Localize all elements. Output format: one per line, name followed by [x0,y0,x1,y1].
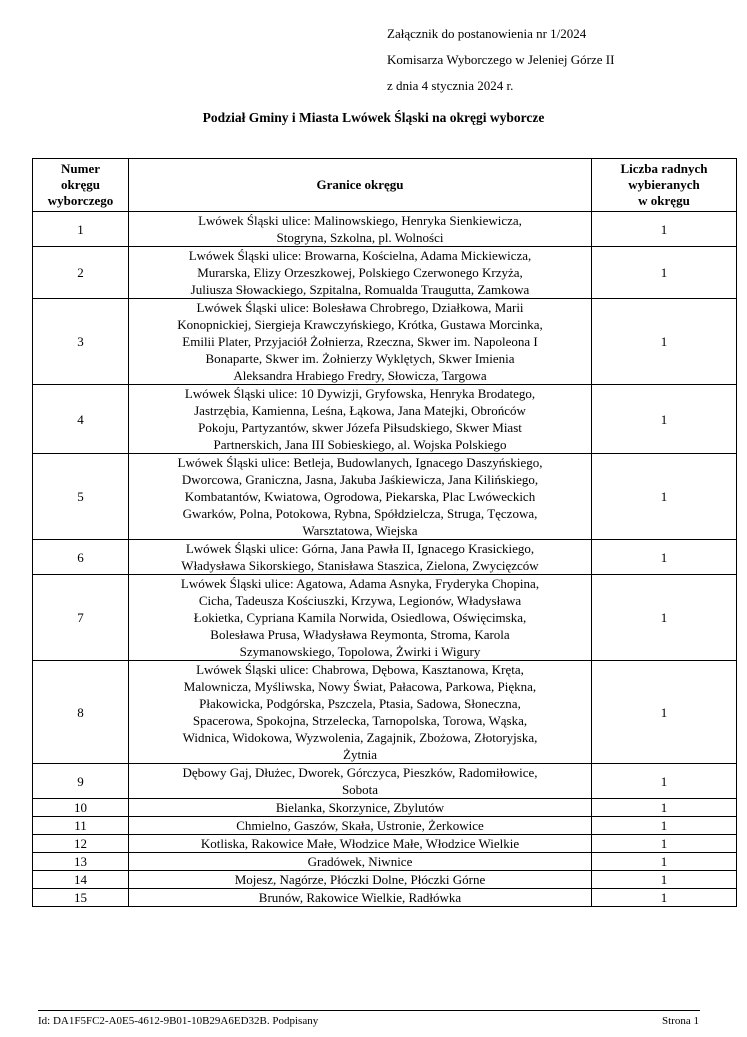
table-row [33,385,737,454]
table-row [33,817,737,835]
footer-divider [38,1010,700,1011]
table-row [33,661,737,764]
district-seats: 1 [592,575,737,661]
district-borders-line: Kotliska, Rakowice Małe, Włodzice Małe, Włodzice Wielkie [200,836,520,851]
district-seats: 1 [592,212,737,247]
district-borders-line: Mojesz, Nagórze, Płóczki Dolne, Płóczki Górne [234,872,486,887]
header-councillors-line: wybieranych [628,177,700,192]
district-number: 13 [33,853,129,871]
district-seats: 1 [592,247,737,299]
table-row [33,575,737,661]
district-borders [129,871,592,889]
date-line: z dnia 4 stycznia 2024 r. [387,78,514,93]
document-id: Id: DA1F5FC2-A0E5-4612-9B01-10B29A6ED32B. Podpisany [38,1015,319,1027]
district-borders-line: Brunów, Rakowice Wielkie, Radłówka [258,890,462,905]
district-number: 4 [33,385,129,454]
district-number: 3 [33,299,129,385]
district-borders-line: Malownicza, Myśliwska, Nowy Świat, Pałacowa, Parkowa, Piękna, [183,679,537,694]
district-borders-line: Lwówek Śląski ulice: 10 Dywizji, Gryfowska, Henryka Brodatego, [184,386,536,401]
attachment-line: Załącznik do postanowienia nr 1/2024 [387,26,587,41]
district-seats: 1 [592,853,737,871]
district-number: 10 [33,799,129,817]
district-borders-line: Bolesława Prusa, Władysława Reymonta, Stroma, Karola [210,627,510,642]
district-seats: 1 [592,817,737,835]
district-borders-line: Widnica, Widokowa, Wyzwolenia, Zagajnik, Zbożowa, Złotoryjska, [182,730,538,745]
district-number: 5 [33,454,129,540]
district-borders-line: Cicha, Tadeusza Kościuszki, Krzywa, Legionów, Władysława [198,593,522,608]
district-borders-line: Kombatantów, Kwiatowa, Ogrodowa, Piekarska, Plac Lwóweckich [184,489,536,504]
district-borders-line: Sobota [341,782,379,797]
district-seats: 1 [592,299,737,385]
header-number-line: okręgu [61,177,100,192]
table-row [33,212,737,247]
district-seats: 1 [592,799,737,817]
district-borders-line: Warsztatowa, Wiejska [302,523,418,538]
district-borders-line: Lwówek Śląski ulice: Browarna, Kościelna, Adama Mickiewicza, [188,248,532,263]
header-number-line: wyborczego [47,193,114,208]
table-row [33,247,737,299]
district-number: 1 [33,212,129,247]
districts-table [32,158,737,907]
district-borders-line: Lwówek Śląski ulice: Chabrowa, Dębowa, Kasztanowa, Kręta, [196,662,524,677]
district-borders [129,454,592,540]
table-row [33,799,737,817]
district-borders-line: Lwówek Śląski ulice: Bolesława Chrobrego, Działkowa, Marii [196,300,524,315]
district-borders-line: Aleksandra Hrabiego Fredry, Słowicza, Targowa [233,368,487,383]
district-borders [129,817,592,835]
table-row [33,540,737,575]
commissioner-line: Komisarza Wyborczego w Jeleniej Górze II [387,52,615,67]
district-borders-line: Lwówek Śląski ulice: Malinowskiego, Henryka Sienkiewicza, [198,213,522,228]
district-number: 2 [33,247,129,299]
district-borders-line: Jastrzębia, Kamienna, Leśna, Łąkowa, Jana Matejki, Obrońców [194,403,526,418]
district-number: 12 [33,835,129,853]
district-borders-line: Bonaparte, Skwer im. Żołnierzy Wyklętych, Skwer Imienia [205,351,515,366]
district-seats: 1 [592,661,737,764]
district-borders [129,212,592,247]
table-header-row [33,159,737,212]
district-borders [129,835,592,853]
header-borders: Granice okręgu [129,159,592,212]
district-borders [129,247,592,299]
district-borders-line: Pokoju, Partyzantów, skwer Józefa Piłsudskiego, Skwer Miast [198,420,522,435]
district-borders-line: Partnerskich, Jana III Sobieskiego, al. Wojska Polskiego [213,437,507,452]
district-seats: 1 [592,540,737,575]
table-row [33,454,737,540]
table-row [33,889,737,907]
district-seats: 1 [592,454,737,540]
district-borders-line: Lwówek Śląski ulice: Agatowa, Adama Asnyka, Fryderyka Chopina, [180,576,540,591]
table-row [33,871,737,889]
district-number: 9 [33,764,129,799]
district-borders-line: Konopnickiej, Siergieja Krawczyńskiego, Krótka, Gustawa Morcinka, [177,317,543,332]
district-borders [129,889,592,907]
district-borders-line: Stogryna, Szkolna, pl. Wolności [276,230,444,245]
district-borders-line: Bielanka, Skorzynice, Zbylutów [275,800,445,815]
district-number: 6 [33,540,129,575]
district-number: 15 [33,889,129,907]
district-borders-line: Murarska, Elizy Orzeszkowej, Polskiego Czerwonego Krzyża, [197,265,523,280]
district-borders-line: Władysława Sikorskiego, Stanisława Staszica, Zielona, Zwycięzców [181,558,539,573]
district-borders-line: Żytnia [343,747,377,762]
district-borders [129,661,592,764]
header-councillors-line: Liczba radnych [620,161,708,176]
district-borders [129,299,592,385]
district-borders-line: Lwówek Śląski ulice: Betleja, Budowlanych, Ignacego Daszyńskiego, [177,455,543,470]
district-number: 14 [33,871,129,889]
district-borders [129,540,592,575]
district-number: 7 [33,575,129,661]
district-seats: 1 [592,835,737,853]
table-row [33,299,737,385]
district-borders-line: Gwarków, Polna, Potokowa, Rybna, Spółdzielcza, Struga, Tęczowa, [182,506,538,521]
district-borders [129,385,592,454]
district-seats: 1 [592,871,737,889]
district-borders-line: Dębowy Gaj, Dłużec, Dworek, Górczyca, Pieszków, Radomiłowice, [182,765,538,780]
page-number: Strona 1 [662,1015,699,1027]
district-number: 11 [33,817,129,835]
header-councillors [592,159,737,212]
district-borders-line: Łokietka, Cypriana Kamila Norwida, Osiedlowa, Oświęcimska, [193,610,527,625]
district-borders-line: Gradówek, Niwnice [307,854,413,869]
district-borders [129,764,592,799]
district-borders-line: Emilii Plater, Przyjaciół Żołnierza, Rzeczna, Skwer im. Napoleona I [182,334,538,349]
district-borders-line: Chmielno, Gaszów, Skała, Ustronie, Żerkowice [236,818,484,833]
district-seats: 1 [592,889,737,907]
header-number [33,159,129,212]
district-borders [129,799,592,817]
table-row [33,835,737,853]
district-borders-line: Dworcowa, Graniczna, Jasna, Jakuba Jaśkiewicza, Jana Kilińskiego, [181,472,539,487]
district-borders-line: Spacerowa, Spokojna, Strzelecka, Tarnopolska, Torowa, Wąska, [192,713,528,728]
district-borders-line: Lwówek Śląski ulice: Górna, Jana Pawła II, Ignacego Krasickiego, [185,541,535,556]
district-borders [129,853,592,871]
header-number-line: Numer [61,161,100,176]
district-borders-line: Płakowicka, Podgórska, Pszczela, Ptasia, Sadowa, Słoneczna, [199,696,521,711]
district-borders [129,575,592,661]
document-title: Podział Gminy i Miasta Lwówek Śląski na okręgi wyborcze [202,110,545,125]
table-row [33,764,737,799]
header-councillors-line: w okręgu [638,193,690,208]
district-borders-line: Szymanowskiego, Topolowa, Żwirki i Wigury [239,644,481,659]
district-seats: 1 [592,764,737,799]
district-number: 8 [33,661,129,764]
table-row [33,853,737,871]
district-seats: 1 [592,385,737,454]
district-borders-line: Juliusza Słowackiego, Szpitalna, Romualda Traugutta, Zamkowa [190,282,530,297]
